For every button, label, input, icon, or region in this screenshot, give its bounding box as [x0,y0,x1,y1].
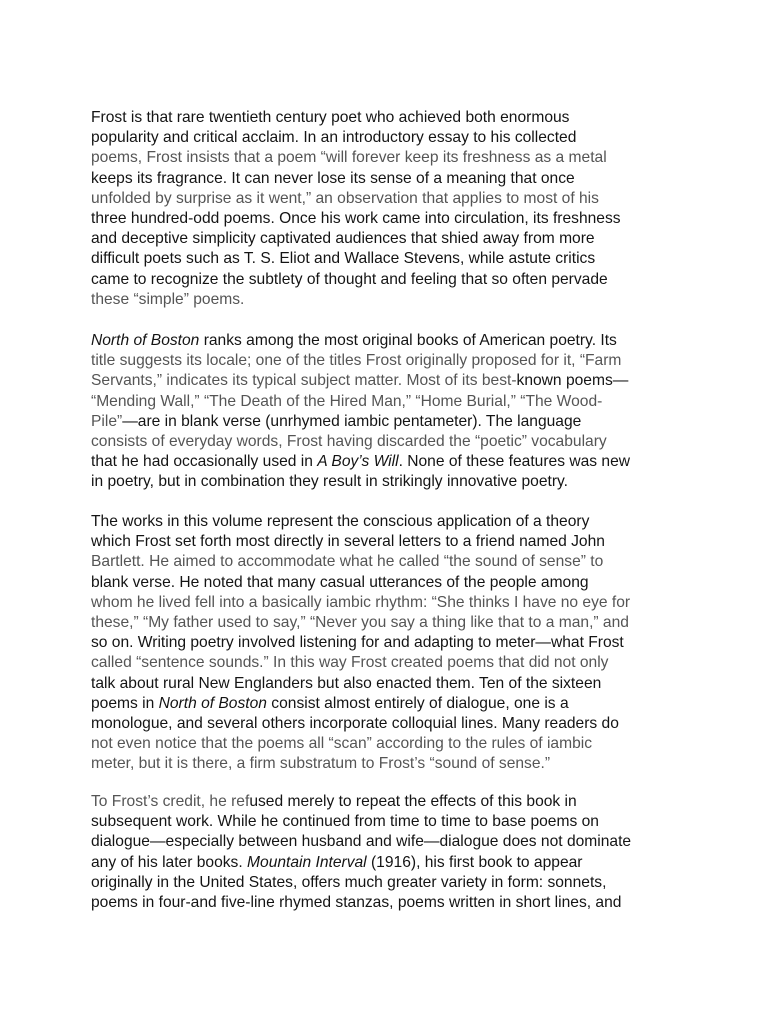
text-segment: meter, but it is there, a firm substratum to Frost’s “sound of sense.” [91,755,551,773]
text-segment: Pile” [91,412,123,430]
text-segment: in poetry, but in combination they result in strikingly innovative poetry. [91,473,569,491]
text-segment: Mountain Interval [247,853,367,871]
paragraph-later-work [91,792,691,913]
text-segment: difficult poets such as T. S. Eliot and Wallace Stevens, while astute critics [91,250,596,268]
text-line [91,792,691,812]
text-segment: these,” “My father used to say,” “Never you say a thing like that to a man,” and [91,614,629,632]
text-line [91,633,691,653]
text-segment: came to recognize the subtlety of thought and feeling that so often pervade [91,270,608,288]
text-segment: poems in [91,694,159,712]
text-segment: talk about rural New Englanders but also enacted them. Ten of the sixteen [91,674,602,692]
text-segment: Bartlett. He aimed to accommodate what he called “the sound of sense” to [91,553,604,571]
text-line [91,512,691,532]
text-line [91,653,691,673]
text-segment: these “simple” poems. [91,290,245,308]
text-segment: keeps its fragrance. It can never lose its sense of a meaning that once [91,169,575,187]
text-line [91,754,691,774]
text-segment: unfolded by surprise as it went,” an observation that applies to most of his [91,189,599,207]
text-line [91,371,691,391]
text-segment: The works in this volume represent the conscious application of a theory [91,513,590,530]
text-segment: whom he lived fell into a basically iambic rhythm: “She thinks I have no eye for [91,593,631,611]
text-line [91,108,691,128]
text-line [91,128,691,148]
text-line [91,209,691,229]
text-segment: . None of these features was new [398,453,631,471]
text-line [91,714,691,734]
text-segment: North of Boston [158,694,267,712]
text-line [91,472,691,492]
text-segment: (1916), his first book to appear [366,853,583,871]
text-line [91,148,691,168]
text-segment: any of his later books. [91,853,248,871]
text-segment: dialogue—especially between husband and wife—dialogue does not dominate [91,833,632,851]
text-segment: Frost is that rare twentieth century poet who achieved both enormous [91,109,570,126]
text-segment: A Boy’s Will [317,453,399,471]
text-segment: not even notice that the poems all “scan” according to the rules of iambic [91,735,593,753]
text-line [91,694,691,714]
text-segment: To Frost’s credit, he ref [91,793,250,810]
text-segment: North of Boston [91,332,200,349]
text-line [91,229,691,249]
text-segment: which Frost set forth most directly in several letters to a friend named John [91,533,605,551]
text-line [91,412,691,432]
text-segment: blank verse. He noted that many casual utterances of the people among [91,573,589,591]
text-line [91,812,691,832]
text-line [91,832,691,852]
text-line [91,452,691,472]
text-segment: called “sentence sounds.” In this way Frost created poems that did not only [91,654,609,672]
paragraph-north-of-boston [91,331,691,493]
text-line [91,532,691,552]
text-segment: consist almost entirely of dialogue, one is a [266,694,569,712]
text-segment: monologue, and several others incorporate colloquial lines. Many readers do [91,715,619,733]
text-line [91,873,691,893]
text-segment: “Mending Wall,” “The Death of the Hired Man,” “Home Burial,” “The Wood- [91,392,603,410]
text-line [91,432,691,452]
text-line [91,169,691,189]
text-segment: that he had occasionally used in [91,453,318,471]
text-line [91,613,691,633]
text-line [91,593,691,613]
text-line [91,351,691,371]
text-line [91,674,691,694]
text-segment: ranks among the most original books of American poetry. Its [199,332,617,349]
text-segment: originally in the United States, offers much greater variety in form: sonnets, [91,873,607,891]
text-segment: and deceptive simplicity captivated audiences that shied away from more [91,230,595,248]
text-segment: so on. Writing poetry involved listening for and adapting to meter—what Frost [91,634,624,652]
text-line [91,189,691,209]
text-line [91,734,691,754]
text-segment: popularity and critical acclaim. In an introductory essay to his collected [91,129,577,147]
text-line [91,552,691,572]
paragraph-frost-popularity [91,108,691,310]
text-segment: consists of everyday words, Frost having discarded the “poetic” vocabulary [91,433,607,451]
text-segment: title suggests its locale; one of the titles Frost originally proposed for it, “Farm [91,352,622,370]
text-segment: poems in four-and five-line rhymed stanzas, poems written in short lines, and [91,894,622,912]
text-line [91,392,691,412]
text-line [91,270,691,290]
text-segment: —are in blank verse (unrhymed iambic pentameter). The language [122,412,582,430]
text-line [91,331,691,351]
text-segment: known poems— [516,372,629,390]
text-line [91,573,691,593]
text-line [91,893,691,913]
text-segment: used merely to repeat the effects of this book in [249,793,577,810]
text-segment: three hundred-odd poems. Once his work came into circulation, its freshness [91,210,621,228]
text-line [91,853,691,873]
text-segment: Servants,” indicates its typical subject matter. Most of its best- [91,372,517,390]
text-line [91,249,691,269]
paragraph-sound-of-sense [91,512,691,775]
text-segment: subsequent work. While he continued from time to time to base poems on [91,813,599,831]
text-segment: poems, Frost insists that a poem “will forever keep its freshness as a metal [91,149,607,167]
text-line [91,290,691,310]
